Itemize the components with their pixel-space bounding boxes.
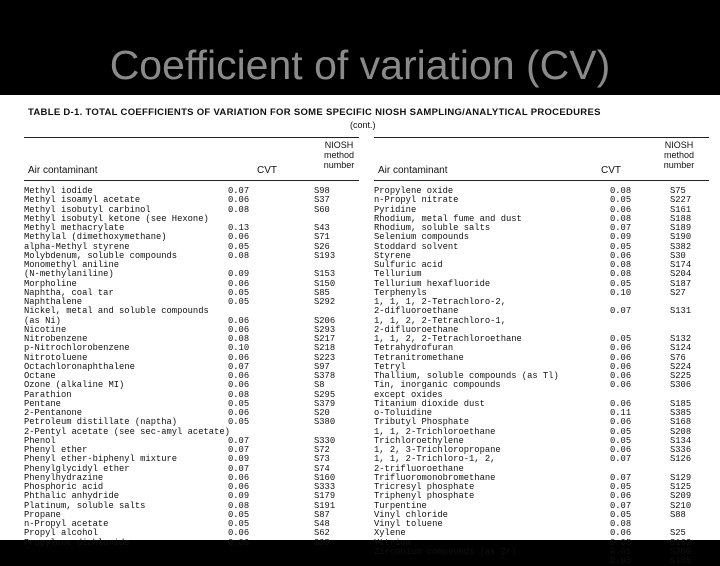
header-method-line: method <box>323 150 355 160</box>
table-row <box>374 196 709 205</box>
cv-cell: 0.09 <box>228 269 250 280</box>
contaminant-cell: 2-Pentanone <box>24 408 83 418</box>
contaminant-cell: Nickel, metal and soluble compounds <box>24 306 209 317</box>
method-cell: S95 <box>314 537 330 548</box>
header-cv: CVT <box>601 165 621 176</box>
method-cell: S293 <box>314 324 336 335</box>
method-cell: S37 <box>314 195 330 206</box>
contaminant-cell: Morpholine <box>24 278 77 289</box>
method-cell: S27 <box>670 287 686 298</box>
method-cell: S74 <box>314 463 330 474</box>
contaminant-cell: Monomethyl aniline <box>24 260 120 270</box>
left-rows <box>24 187 359 548</box>
table-row <box>374 261 709 270</box>
method-cell: S190 <box>670 232 692 243</box>
cv-cell: 0.05 <box>610 546 632 557</box>
cv-cell: 0.08 <box>610 269 632 280</box>
cv-cell: 0.08 <box>610 519 632 529</box>
method-cell: S60 <box>314 204 330 215</box>
method-cell: S380 <box>314 417 336 428</box>
contaminant-cell: Nitrobenzene <box>24 334 88 344</box>
right-rows <box>374 187 709 566</box>
contaminant-cell: Rhodium, soluble salts <box>374 223 491 233</box>
left-column <box>24 137 359 548</box>
contaminant-cell: (as Ni) <box>24 315 61 326</box>
method-cell: S134 <box>670 435 692 446</box>
slide-title: Coefficient of variation (CV) <box>109 42 611 88</box>
table-row <box>374 354 709 363</box>
header-method-line: method <box>663 150 695 160</box>
method-cell: S206 <box>314 315 336 326</box>
cv-cell: 0.06 <box>610 371 632 381</box>
contaminant-cell: Phthalic anhydride <box>24 491 120 502</box>
contaminant-cell: Ozone (alkaline MI) <box>24 380 125 391</box>
contaminant-cell: Tetryl <box>374 361 406 372</box>
method-cell: S210 <box>670 500 692 511</box>
cv-cell: 0.05 <box>610 509 632 520</box>
cv-cell: 0.06 <box>228 371 250 381</box>
cv-cell: 0.05 <box>610 435 632 446</box>
method-cell: S87 <box>314 509 330 520</box>
contaminant-cell: Tellurium <box>374 269 422 280</box>
contaminant-cell: Tricresyl phosphate <box>374 482 475 492</box>
contaminant-cell: Vinyl toluene <box>374 519 443 529</box>
method-cell: S98 <box>314 186 330 196</box>
contaminant-cell: n-Propyl nitrate <box>374 195 459 206</box>
method-cell: S193 <box>314 250 336 261</box>
cv-cell: 0.09 <box>228 454 250 465</box>
cv-cell: 0.06 <box>228 408 250 418</box>
method-cell: S209 <box>670 491 692 502</box>
header-method-line: number <box>663 160 695 170</box>
contaminant-cell: 1, 2, 3-Trichloropropane <box>374 445 501 455</box>
cv-cell: 0.05 <box>228 287 250 298</box>
contaminant-cell: Selenium compounds <box>374 232 470 243</box>
right-header <box>374 137 709 181</box>
contaminant-cell: p-Nitrochlorobenzene <box>24 343 130 354</box>
method-cell: S75 <box>670 186 686 196</box>
contaminant-cell: Propylene dichloride <box>24 537 130 548</box>
cv-cell: 0.05 <box>610 278 632 289</box>
cv-cell: 0.08 <box>228 250 250 261</box>
method-cell: S225 <box>670 371 692 381</box>
contaminant-cell: except oxides <box>374 389 443 400</box>
contaminant-cell: Triphenyl phosphate <box>374 491 475 502</box>
cv-cell: 0.13 <box>228 223 250 233</box>
method-cell: S76 <box>670 352 686 363</box>
method-cell: S187 <box>670 278 692 289</box>
contaminant-cell: Molybdenum, soluble compounds <box>24 250 178 261</box>
cv-cell: 0.10 <box>610 287 632 298</box>
cv-cell: 0.06 <box>228 352 250 363</box>
contaminant-cell: Platinum, soluble salts <box>24 500 146 511</box>
cv-cell: 0.06 <box>228 482 250 492</box>
method-cell: S336 <box>670 445 692 455</box>
cv-cell: 0.05 <box>228 519 250 529</box>
cv-cell: 0.07 <box>610 223 632 233</box>
cv-cell: 0.07 <box>228 361 250 372</box>
table-row <box>24 381 359 390</box>
cv-cell: 0.05 <box>228 398 250 409</box>
table-row <box>24 391 359 400</box>
contaminant-cell: Methyl isoamyl acetate <box>24 195 141 206</box>
method-cell: S72 <box>314 445 330 455</box>
method-cell: S385 <box>670 408 692 418</box>
contaminant-cell: Pentane <box>24 398 61 409</box>
method-cell: S333 <box>314 482 336 492</box>
right-column <box>374 137 709 566</box>
contaminant-cell: Octane <box>24 371 56 381</box>
method-cell: S204 <box>670 269 692 280</box>
contaminant-cell: Methylal (dimethoxymethane) <box>24 232 167 243</box>
method-cell: S150 <box>314 278 336 289</box>
header-cv: CVT <box>257 165 277 176</box>
table-row <box>374 529 709 538</box>
method-cell: S85 <box>314 287 330 298</box>
cv-cell: 0.07 <box>228 463 250 474</box>
contaminant-cell: Phosphoric acid <box>24 482 104 492</box>
method-cell: S132 <box>670 334 692 344</box>
contaminant-cell: Propylene oxide <box>374 186 454 196</box>
contaminant-cell: Thallium, soluble compounds (as Tl) <box>374 371 559 381</box>
contaminant-cell: 1, 1, 1, 2-Tetrachloro-2, <box>374 297 506 307</box>
contaminant-cell: Phenylhydrazine <box>24 472 104 483</box>
contaminant-cell: Phenyl ether-biphenyl mixture <box>24 454 178 465</box>
method-cell: S200 <box>670 546 692 557</box>
method-cell: S189 <box>670 223 692 233</box>
method-cell: S218 <box>314 343 336 354</box>
cv-cell: 0.09 <box>228 491 250 502</box>
table-row <box>24 502 359 511</box>
cv-cell: 0.07 <box>228 186 250 196</box>
cv-cell: 0.05 <box>610 195 632 206</box>
method-cell: S8 <box>314 380 325 391</box>
header-contaminant: Air contaminant <box>378 165 448 176</box>
cv-cell: 0.05 <box>228 241 250 252</box>
method-cell: S20 <box>314 408 330 418</box>
contaminant-cell: Terphenyls <box>374 287 427 298</box>
cv-cell: 0.08 <box>610 260 632 270</box>
method-cell: S224 <box>670 361 692 372</box>
cv-cell: 0.05 <box>610 334 632 344</box>
table-row <box>374 243 709 252</box>
contaminant-cell: Styrene <box>374 250 411 261</box>
cv-cell: 0.06 <box>228 324 250 335</box>
cv-cell: 0.05 <box>228 509 250 520</box>
method-cell: S160 <box>314 472 336 483</box>
cv-cell: 0.07 <box>610 306 632 317</box>
cv-cell: 0.07 <box>610 472 632 483</box>
contaminant-cell: Phenylglycidyl ether <box>24 463 130 474</box>
cv-cell: 0.06 <box>610 417 632 428</box>
method-cell: S292 <box>314 297 336 307</box>
contaminant-cell: Stoddard solvent <box>374 241 459 252</box>
method-cell: S125 <box>670 482 692 492</box>
contaminant-cell: Propyl alcohol <box>24 528 98 539</box>
left-header <box>24 137 359 181</box>
contaminant-cell: 2-difluoroethane <box>374 306 459 317</box>
contaminant-cell: Methyl isobutyl carbinol <box>24 204 151 215</box>
contaminant-cell: Trichloroethylene <box>374 435 464 446</box>
method-cell: S306 <box>670 380 692 391</box>
contaminant-cell: Rhodium, metal fume and dust <box>374 213 522 224</box>
contaminant-cell: Xylene <box>374 528 406 539</box>
cv-cell: 0.08 <box>610 213 632 224</box>
table-row <box>24 363 359 372</box>
header-method <box>650 140 708 170</box>
method-cell: S174 <box>670 260 692 270</box>
contaminant-cell: 1, 1, 2-Trichloroethane <box>374 426 496 437</box>
contaminant-cell: Nicotine <box>24 324 67 335</box>
contaminant-cell: alpha-Methyl styrene <box>24 241 130 252</box>
cv-cell: 0.06 <box>610 352 632 363</box>
method-cell: S185 <box>670 556 692 566</box>
cv-cell: 0.07 <box>228 435 250 446</box>
method-cell: S185 <box>670 398 692 409</box>
cv-cell: 0.08 <box>610 186 632 196</box>
contaminant-cell: Tetrahydrofuran <box>374 343 454 354</box>
header-method-line: number <box>323 160 355 170</box>
contaminant-cell: Naphthalene <box>24 297 83 307</box>
method-cell: S153 <box>314 269 336 280</box>
method-cell: S48 <box>314 519 330 529</box>
table-row <box>374 557 709 566</box>
contaminant-cell: Propane <box>24 509 61 520</box>
cv-cell: 0.08 <box>228 389 250 400</box>
method-cell: S330 <box>314 435 336 446</box>
cv-cell: 0.06 <box>610 491 632 502</box>
contaminant-cell: Trifluoromonobromethane <box>374 472 496 483</box>
cv-cell: 0.05 <box>610 426 632 437</box>
contaminant-cell: Phenyl ether <box>24 445 88 455</box>
method-cell: S378 <box>314 371 336 381</box>
table-caption: TABLE D-1. TOTAL COEFFICIENTS OF VARIATION FOR SOME SPECIFIC NIOSH SAMPLING/ANALYTICAL PROCEDURES <box>28 107 601 118</box>
cv-cell: 0.07 <box>610 454 632 465</box>
contaminant-cell: o-Toluidine <box>374 408 433 418</box>
scanned-table <box>0 95 720 566</box>
cv-cell: 0.05 <box>228 417 250 428</box>
header-method <box>310 140 368 170</box>
method-cell: S188 <box>670 213 692 224</box>
contaminant-cell: 1, 1, 2-Trichloro-1, 2, <box>374 454 496 465</box>
cv-cell: 0.11 <box>610 408 632 418</box>
method-cell: S162 <box>670 537 692 548</box>
contaminant-cell: 1, 1, 2, 2-Tetrachloro-1, <box>374 315 506 326</box>
contaminant-cell: 2-difluoroethane <box>374 324 459 335</box>
contaminant-cell: 2-Pentyl acetate (see sec-amyl acetate) <box>24 426 230 437</box>
method-cell: S73 <box>314 454 330 465</box>
table-row <box>374 548 709 557</box>
cv-cell: 0.06 <box>228 278 250 289</box>
cv-cell: 0.08 <box>228 334 250 344</box>
contaminant-cell: Methyl methacrylate <box>24 223 125 233</box>
method-cell: S382 <box>670 241 692 252</box>
cv-cell: 0.06 <box>610 380 632 391</box>
header-method-line: NIOSH <box>664 140 694 150</box>
table-row <box>374 520 709 529</box>
method-cell: S168 <box>670 417 692 428</box>
cv-cell: 0.06 <box>610 361 632 372</box>
table-row <box>24 317 359 326</box>
cv-cell: 0.06 <box>610 445 632 455</box>
cv-cell: 0.06 <box>228 315 250 326</box>
cv-cell: 0.06 <box>228 537 250 548</box>
method-cell: S295 <box>314 389 336 400</box>
method-cell: S379 <box>314 398 336 409</box>
contaminant-cell: n-Propyl acetate <box>24 519 109 529</box>
contaminant-cell: Tetranitromethane <box>374 352 464 363</box>
cv-cell: 0.05 <box>228 297 250 307</box>
cv-cell: 0.06 <box>228 232 250 243</box>
cv-cell: 0.06 <box>610 343 632 354</box>
contaminant-cell: Octachloronaphthalene <box>24 361 135 372</box>
contaminant-cell: Vinyl chloride <box>374 509 448 520</box>
contaminant-cell: Naphtha, coal tar <box>24 287 114 298</box>
cv-cell: 0.06 <box>610 204 632 215</box>
contaminant-cell: Nitrotoluene <box>24 352 88 363</box>
method-cell: S161 <box>670 204 692 215</box>
cv-cell: 0.06 <box>228 380 250 391</box>
contaminant-cell: Turpentine <box>374 500 427 511</box>
table-row <box>24 428 359 437</box>
cv-cell: 0.09 <box>610 232 632 243</box>
cv-cell: 0.08 <box>228 500 250 511</box>
contaminant-cell: (N-methylaniline) <box>24 269 114 280</box>
cv-cell: 0.05 <box>610 241 632 252</box>
continued-label: (cont.) <box>350 120 376 130</box>
contaminant-cell: Titanium dioxide dust <box>374 398 485 409</box>
table-row <box>24 539 359 548</box>
method-cell: S124 <box>670 343 692 354</box>
cv-cell: 0.05 <box>610 482 632 492</box>
header-contaminant: Air contaminant <box>28 165 98 176</box>
cv-cell: 0.06 <box>610 250 632 261</box>
method-cell: S71 <box>314 232 330 243</box>
method-cell: S26 <box>314 241 330 252</box>
method-cell: S43 <box>314 223 330 233</box>
contaminant-cell: 1, 1, 2, 2-Tetrachloroethane <box>374 334 522 344</box>
cv-cell: 0.07 <box>610 500 632 511</box>
contaminant-cell: Petroleum distillate (naptha) <box>24 417 178 428</box>
method-cell: S131 <box>670 306 692 317</box>
method-cell: S126 <box>670 454 692 465</box>
contaminant-cell: Methyl isobutyl ketone (see Hexone) <box>24 213 209 224</box>
method-cell: S30 <box>670 250 686 261</box>
contaminant-cell: Tellurium hexafluoride <box>374 278 491 289</box>
method-cell: S97 <box>314 361 330 372</box>
cv-cell: 0.06 <box>610 528 632 539</box>
contaminant-cell: Parathion <box>24 389 72 400</box>
cv-cell: 0.06 <box>228 528 250 539</box>
header-method-line: NIOSH <box>324 140 354 150</box>
cv-cell: 0.06 <box>610 398 632 409</box>
method-cell: S179 <box>314 491 336 502</box>
table-row <box>24 307 359 316</box>
contaminant-cell: Pyridine <box>374 204 417 215</box>
method-cell: S25 <box>670 528 686 539</box>
method-cell: S191 <box>314 500 336 511</box>
contaminant-cell: Tin, inorganic compounds <box>374 380 501 391</box>
cv-cell: 0.08 <box>228 204 250 215</box>
cv-cell: 0.06 <box>228 195 250 206</box>
contaminant-cell: Yttrium <box>374 537 411 548</box>
contaminant-cell: Methyl iodide <box>24 186 93 196</box>
method-cell: S88 <box>670 509 686 520</box>
method-cell: S217 <box>314 334 336 344</box>
method-cell: S227 <box>670 195 692 206</box>
method-cell: S208 <box>670 426 692 437</box>
method-cell: S129 <box>670 472 692 483</box>
contaminant-cell: Tributyl Phosphate <box>374 417 470 428</box>
cv-cell: 0.10 <box>228 343 250 354</box>
method-cell: S62 <box>314 528 330 539</box>
contaminant-cell: Zirconium compounds (as Zr) <box>374 546 517 557</box>
cv-cell: 0.05 <box>610 556 632 566</box>
method-cell: S223 <box>314 352 336 363</box>
contaminant-cell: 2-trifluoroethane <box>374 463 464 474</box>
cv-cell: 0.05 <box>610 537 632 548</box>
contaminant-cell: Sulfuric acid <box>374 260 443 270</box>
cv-cell: 0.07 <box>228 445 250 455</box>
contaminant-cell: Phenol <box>24 435 56 446</box>
cv-cell: 0.06 <box>228 472 250 483</box>
